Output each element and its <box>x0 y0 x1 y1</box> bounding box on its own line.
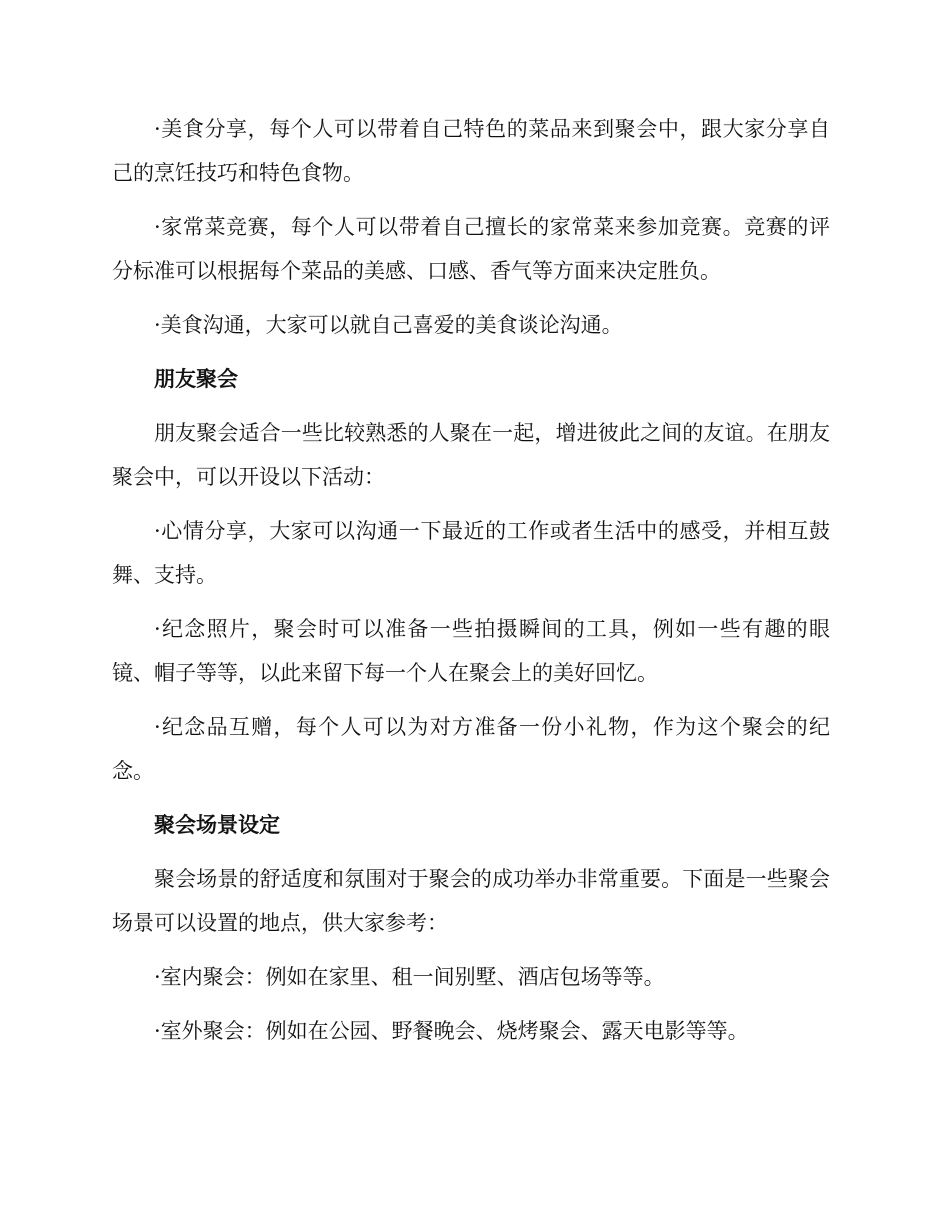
food-item-communication: ·美食沟通，大家可以就自己喜爱的美食谈论沟通。 <box>154 313 623 337</box>
scene-intro: 聚会场景的舒适度和氛围对于聚会的成功举办非常重要。下面是一些聚会场景可以设置的地点，供大家参考： <box>112 867 830 935</box>
food-item-contest: ·家常菜竞赛，每个人可以带着自己擅长的家常菜来参加竞赛。竞赛的评分标准可以根据每个菜品的美感、口感、香气等方面来决定胜负。 <box>112 215 830 283</box>
food-item-sharing: ·美食分享，每个人可以带着自己特色的菜品来到聚会中，跟大家分享自己的烹饪技巧和特色食物。 <box>112 117 830 185</box>
friends-item-gifts: ·纪念品互赠，每个人可以为对方准备一份小礼物，作为这个聚会的纪念。 <box>112 715 830 783</box>
section-heading-friends: 朋友聚会 <box>154 367 238 391</box>
friends-item-photos: ·纪念照片，聚会时可以准备一些拍摄瞬间的工具，例如一些有趣的眼镜、帽子等等，以此来留下每一个人在聚会上的美好回忆。 <box>112 617 830 685</box>
section-heading-scene: 聚会场景设定 <box>154 813 280 837</box>
scene-item-outdoor: ·室外聚会：例如在公园、野餐晚会、烧烤聚会、露天电影等等。 <box>154 1019 749 1043</box>
friends-item-mood-sharing: ·心情分享，大家可以沟通一下最近的工作或者生活中的感受，并相互鼓舞、支持。 <box>112 519 830 587</box>
document-page <box>112 107 830 1053</box>
scene-item-indoor: ·室内聚会：例如在家里、租一间别墅、酒店包场等等。 <box>154 965 665 989</box>
friends-intro: 朋友聚会适合一些比较熟悉的人聚在一起，增进彼此之间的友谊。在朋友聚会中，可以开设以下活动： <box>112 421 830 489</box>
